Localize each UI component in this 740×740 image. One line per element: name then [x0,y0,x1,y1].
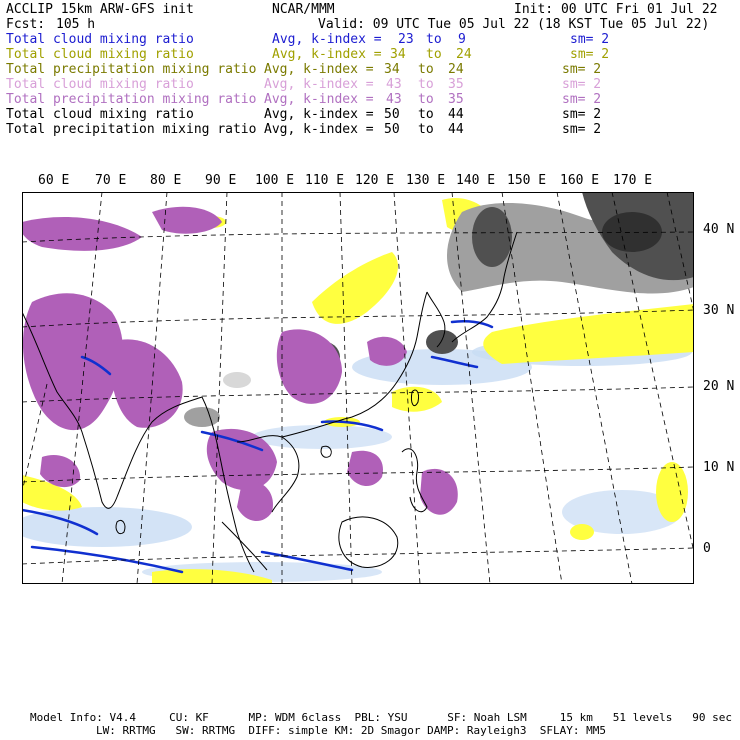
field-k-end: 24 [456,47,472,62]
field-k-end: 9 [458,32,466,47]
lat-label: 30 N [703,303,735,318]
field-avg-label: Avg, k-index = [264,122,374,137]
field-k-start: 50 [384,122,400,137]
field-k-start: 43 [386,92,402,107]
lat-label: 20 N [703,379,735,394]
lon-label: 140 E [456,173,496,188]
field-avg-label: Avg, k-index = [264,92,374,107]
model-info-line1: Model Info: V4.4 CU: KF MP: WDM 6class PBL: YSU SF: Noah LSM 15 km 51 levels 90 sec [30,711,732,724]
field-k-end: 44 [448,122,464,137]
field-k-end: 35 [448,92,464,107]
field-smoothing: sm= 2 [570,47,610,62]
field-to: to [418,77,434,92]
lon-label: 60 E [38,173,70,188]
field-smoothing: sm= 2 [562,77,602,92]
field-k-start: 34 [390,47,406,62]
lat-label: 0 [703,541,711,556]
valid-time: Valid: 09 UTC Tue 05 Jul 22 (18 KST Tue 05 Jul 22) [318,17,710,32]
field-smoothing: sm= 2 [570,32,610,47]
org-label: NCAR/MMM [272,2,335,17]
lat-label: 40 N [703,222,735,237]
field-k-start: 23 [398,32,414,47]
field-k-end: 24 [448,62,464,77]
field-name: Total cloud mixing ratio [6,47,194,62]
field-smoothing: sm= 2 [562,107,602,122]
lon-label: 170 E [613,173,653,188]
model-title: ACCLIP 15km ARW-GFS init [6,2,194,17]
field-smoothing: sm= 2 [562,92,602,107]
field-name: Total precipitation mixing ratio [6,92,257,107]
field-k-start: 43 [386,77,402,92]
field-to: to [418,62,434,77]
field-k-start: 34 [384,62,400,77]
init-time: Init: 00 UTC Fri 01 Jul 22 [514,2,718,17]
field-name: Total precipitation mixing ratio [6,122,257,137]
field-avg-label: Avg, k-index = [264,62,374,77]
lon-label: 100 E [255,173,295,188]
field-name: Total cloud mixing ratio [6,77,194,92]
lon-label: 150 E [507,173,547,188]
field-k-end: 35 [448,77,464,92]
field-to: to [418,122,434,137]
lon-label: 90 E [205,173,237,188]
field-name: Total cloud mixing ratio [6,32,194,47]
field-name: Total cloud mixing ratio [6,107,194,122]
forecast-map [22,192,694,584]
field-k-start: 50 [384,107,400,122]
lon-label: 120 E [355,173,395,188]
field-avg-label: Avg, k-index = [264,77,374,92]
field-avg-label: Avg, k-index = [272,47,382,62]
field-to: to [418,92,434,107]
field-name: Total precipitation mixing ratio [6,62,257,77]
field-to: to [418,107,434,122]
field-avg-label: Avg, k-index = [272,32,382,47]
field-to: to [426,47,442,62]
fcst-label: Fcst: [6,17,46,32]
lon-label: 70 E [95,173,127,188]
lon-label: 110 E [305,173,345,188]
fcst-value: 105 h [56,17,96,32]
field-smoothing: sm= 2 [562,122,602,137]
field-to: to [426,32,442,47]
lat-label: 10 N [703,460,735,475]
lon-label: 160 E [560,173,600,188]
field-k-end: 44 [448,107,464,122]
model-info-line2: LW: RRTMG SW: RRTMG DIFF: simple KM: 2D Smagor DAMP: Rayleigh3 SFLAY: MM5 [96,724,606,737]
field-avg-label: Avg, k-index = [264,107,374,122]
lon-label: 130 E [406,173,446,188]
field-smoothing: sm= 2 [562,62,602,77]
lon-label: 80 E [150,173,182,188]
